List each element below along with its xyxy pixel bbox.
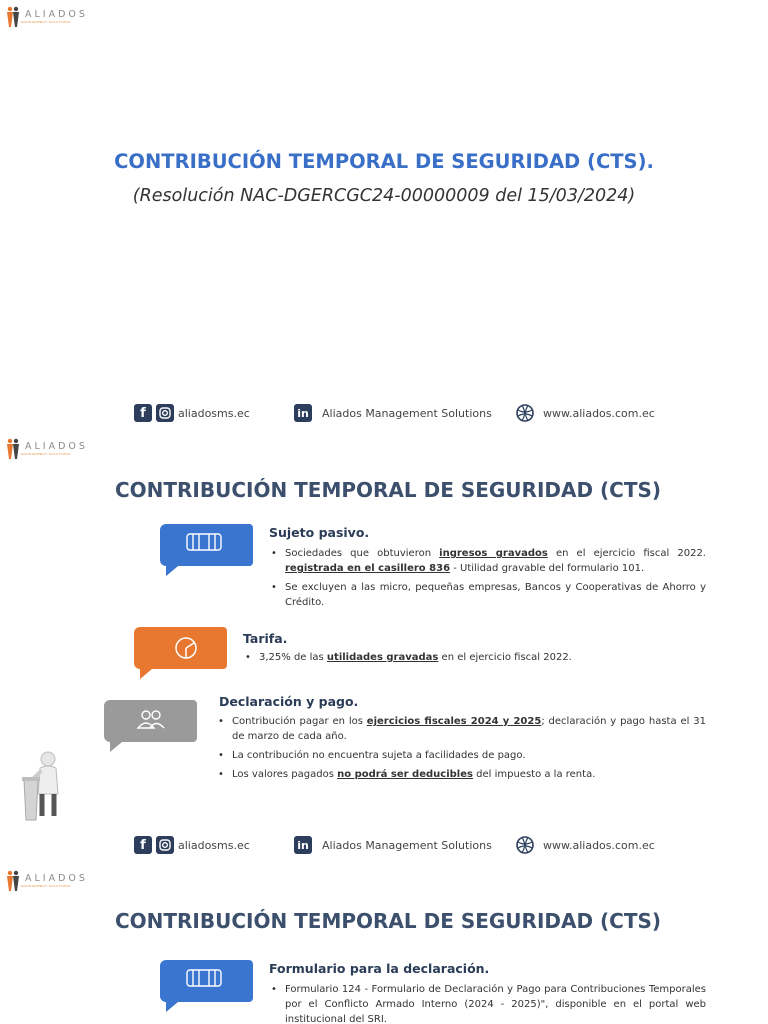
- logo-name: ALIADOS: [25, 873, 88, 884]
- footer-linkedin-name[interactable]: Aliados Management Solutions: [322, 406, 492, 420]
- aliados-logo-icon: [5, 6, 21, 28]
- footer-website-url[interactable]: www.aliados.com.ec: [543, 406, 655, 420]
- slide-title: CONTRIBUCIÓN TEMPORAL DE SEGURIDAD (CTS): [114, 909, 662, 933]
- linkedin-icon[interactable]: in: [294, 404, 312, 422]
- instagram-icon[interactable]: [156, 404, 174, 422]
- list-item: • Sociedades que obtuvieron ingresos gravados en el ejercicio fiscal 2022. registrada en el casillero 836 - Utilidad gravable del formulario 101.: [269, 546, 706, 576]
- logo-name: ALIADOS: [25, 9, 88, 20]
- declaracion-title: Declaración y pago.: [219, 694, 359, 709]
- instagram-icon[interactable]: [156, 836, 174, 854]
- tarifa-list: [243, 650, 703, 669]
- aliados-logo: [5, 438, 88, 460]
- logo-tagline: MANAGEMENT SOLUTIONS: [21, 884, 71, 888]
- logo-tagline: MANAGEMENT SOLUTIONS: [21, 452, 71, 456]
- logo-tagline: MANAGEMENT SOLUTIONS: [21, 20, 71, 24]
- list-item: • Se excluyen a las micro, pequeñas empresas, Bancos y Cooperativas de Ahorro y Crédito.: [269, 580, 706, 610]
- list-item: • Formulario 124 - Formulario de Declaración y Pago para Contribuciones Temporales por el Conflicto Armado Interno (2024 - 2025)", disponible en el portal web institucional del SRI.: [269, 982, 706, 1024]
- footer-social[interactable]: [134, 402, 250, 424]
- formulario-list: [269, 982, 706, 1024]
- footer-linkedin-name[interactable]: Aliados Management Solutions: [322, 838, 492, 852]
- sujeto-pasivo-title: Sujeto pasivo.: [269, 525, 370, 540]
- slide-cover: [0, 0, 768, 432]
- facebook-icon[interactable]: f: [134, 404, 152, 422]
- cover-subtitle: (Resolución NAC-DGERCGC24-00000009 del 15/03/2024): [132, 186, 636, 206]
- footer-website[interactable]: [515, 402, 655, 424]
- footer: [0, 834, 768, 858]
- footer: [0, 402, 768, 426]
- footer-social-handle[interactable]: aliadosms.ec: [178, 406, 250, 420]
- declaracion-bubble: [100, 696, 197, 752]
- sujeto-pasivo-list: [269, 546, 706, 614]
- footer-linkedin[interactable]: [294, 402, 492, 424]
- footer-website-url[interactable]: www.aliados.com.ec: [543, 838, 655, 852]
- aliados-logo: [5, 870, 88, 892]
- tarifa-bubble: [130, 623, 227, 679]
- formulario-title: Formulario para la declaración.: [269, 961, 490, 976]
- formulario-bubble: [156, 956, 253, 1012]
- aliados-logo-icon: [5, 438, 21, 460]
- cover-title: CONTRIBUCIÓN TEMPORAL DE SEGURIDAD (CTS).: [114, 150, 654, 173]
- globe-icon: [515, 403, 535, 423]
- list-item: • Contribución pagar en los ejercicios fiscales 2024 y 2025; declaración y pago hasta el 31 de marzo de cada año.: [216, 714, 706, 744]
- slide-title: CONTRIBUCIÓN TEMPORAL DE SEGURIDAD (CTS): [114, 478, 662, 502]
- logo-name: ALIADOS: [25, 441, 88, 452]
- declaracion-list: [216, 714, 706, 786]
- slide-cts-formulario: [0, 864, 768, 1024]
- aliados-logo-icon: [5, 870, 21, 892]
- presenter-figure-icon: [22, 750, 68, 822]
- list-item: • Los valores pagados no podrá ser deducibles del impuesto a la renta.: [216, 767, 706, 782]
- list-item: • 3,25% de las utilidades gravadas en el ejercicio fiscal 2022.: [243, 650, 703, 665]
- footer-social[interactable]: [134, 834, 250, 856]
- footer-linkedin[interactable]: [294, 834, 492, 856]
- tarifa-title: Tarifa.: [243, 631, 288, 646]
- linkedin-icon[interactable]: in: [294, 836, 312, 854]
- aliados-logo: [5, 6, 88, 28]
- footer-social-handle[interactable]: aliadosms.ec: [178, 838, 250, 852]
- sujeto-pasivo-bubble: [156, 520, 253, 576]
- facebook-icon[interactable]: f: [134, 836, 152, 854]
- footer-website[interactable]: [515, 834, 655, 856]
- slide-cts-details: [0, 432, 768, 864]
- list-item: • La contribución no encuentra sujeta a facilidades de pago.: [216, 748, 706, 763]
- globe-icon: [515, 835, 535, 855]
